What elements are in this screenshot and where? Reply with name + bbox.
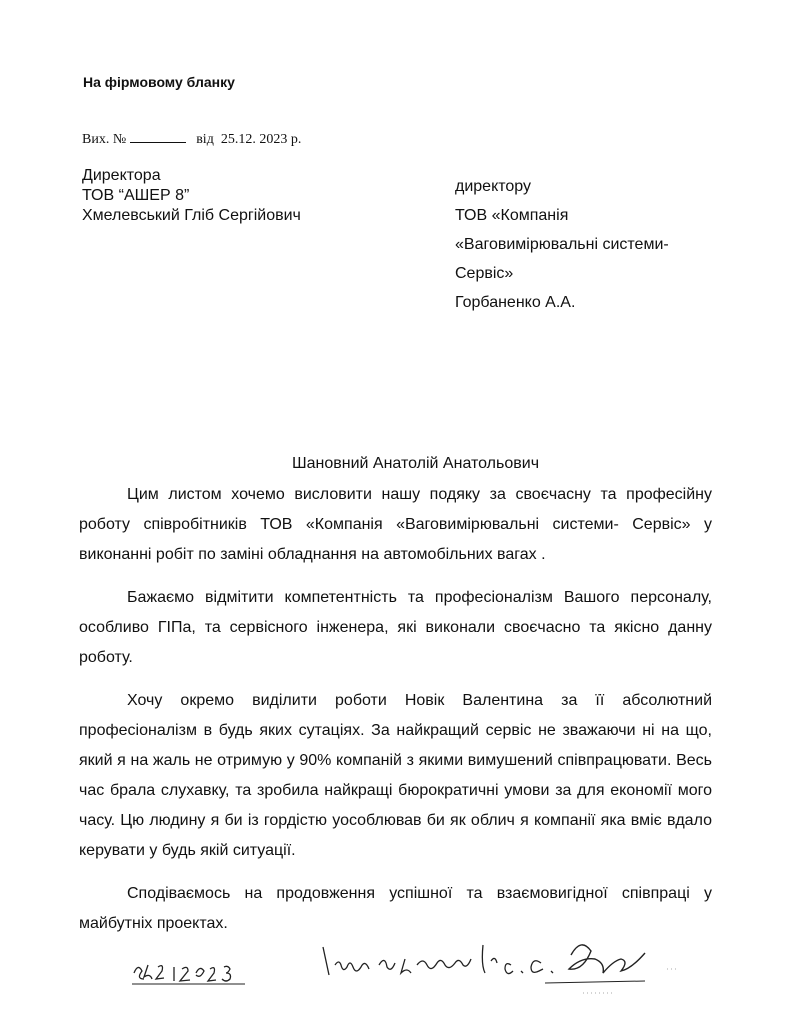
sender-title: Директора [82, 167, 161, 184]
signature-area [120, 935, 740, 1005]
sender-name: Хмелевський Гліб Сергійович [82, 207, 301, 224]
recipient-company-line3: Сервіс» [455, 265, 514, 282]
recipient-title: директору [455, 178, 532, 195]
body-paragraph: Хочу окремо виділити роботи Новік Валентина за її абсолютний професіоналізм в будь яких сутаціях. За найкращий сервіс не зважаючи ні на що, який я на жаль не отримую у 90% компаній з якими вимушений співпрацювати. Весь час брала слухавку, та зробила найкращі бюрократичні умови за для економії мого часу. Цю людину я би із гордістю уособлював би як облич я компанії яка вміє вдало керувати у будь якій ситуації. [79, 692, 712, 859]
handwritten-date [130, 955, 250, 990]
letterhead-label: На фірмовому бланку [83, 74, 235, 90]
salutation: Шановний Анатолій Анатольович [291, 455, 540, 472]
outgoing-number-blank [130, 130, 186, 143]
sender-block [82, 166, 301, 226]
body-paragraph: Цим листом хочемо висловити нашу подяку за своєчасну та професійну роботу співробітників ТОВ «Компанія «Ваговимірювальні системи- Сервіс» у виконанні робіт по заміні обладнання на автомобільних вагах . [79, 486, 712, 563]
sender-company: ТОВ “АШЕР 8” [82, 187, 190, 204]
body-paragraph: Бажаємо відмітити компетентність та професіоналізм Вашого персоналу, особливо ГІПа, та сервісного інженера, які виконали своєчасно та якісно данну роботу. [79, 589, 712, 666]
handwritten-date-scribble [130, 955, 250, 985]
recipient-company-line1: ТОВ «Компанія [455, 207, 569, 224]
outgoing-date: 25.12. 2023 р. [220, 132, 302, 147]
outgoing-number-line [82, 130, 301, 148]
recipient-block [455, 172, 669, 317]
recipient-company-line2: «Ваговимірювальні системи- [455, 236, 669, 253]
handwritten-signature [315, 935, 695, 1005]
recipient-name: Горбаненко А.А. [455, 294, 576, 311]
letter-body [79, 480, 712, 952]
outgoing-from-label: від [196, 132, 214, 147]
body-paragraph: Сподіваємось на продовження успішної та взаємовигідної співпраці у майбутніх проектах. [79, 885, 712, 932]
outgoing-number-prefix: Вих. № [82, 132, 127, 147]
